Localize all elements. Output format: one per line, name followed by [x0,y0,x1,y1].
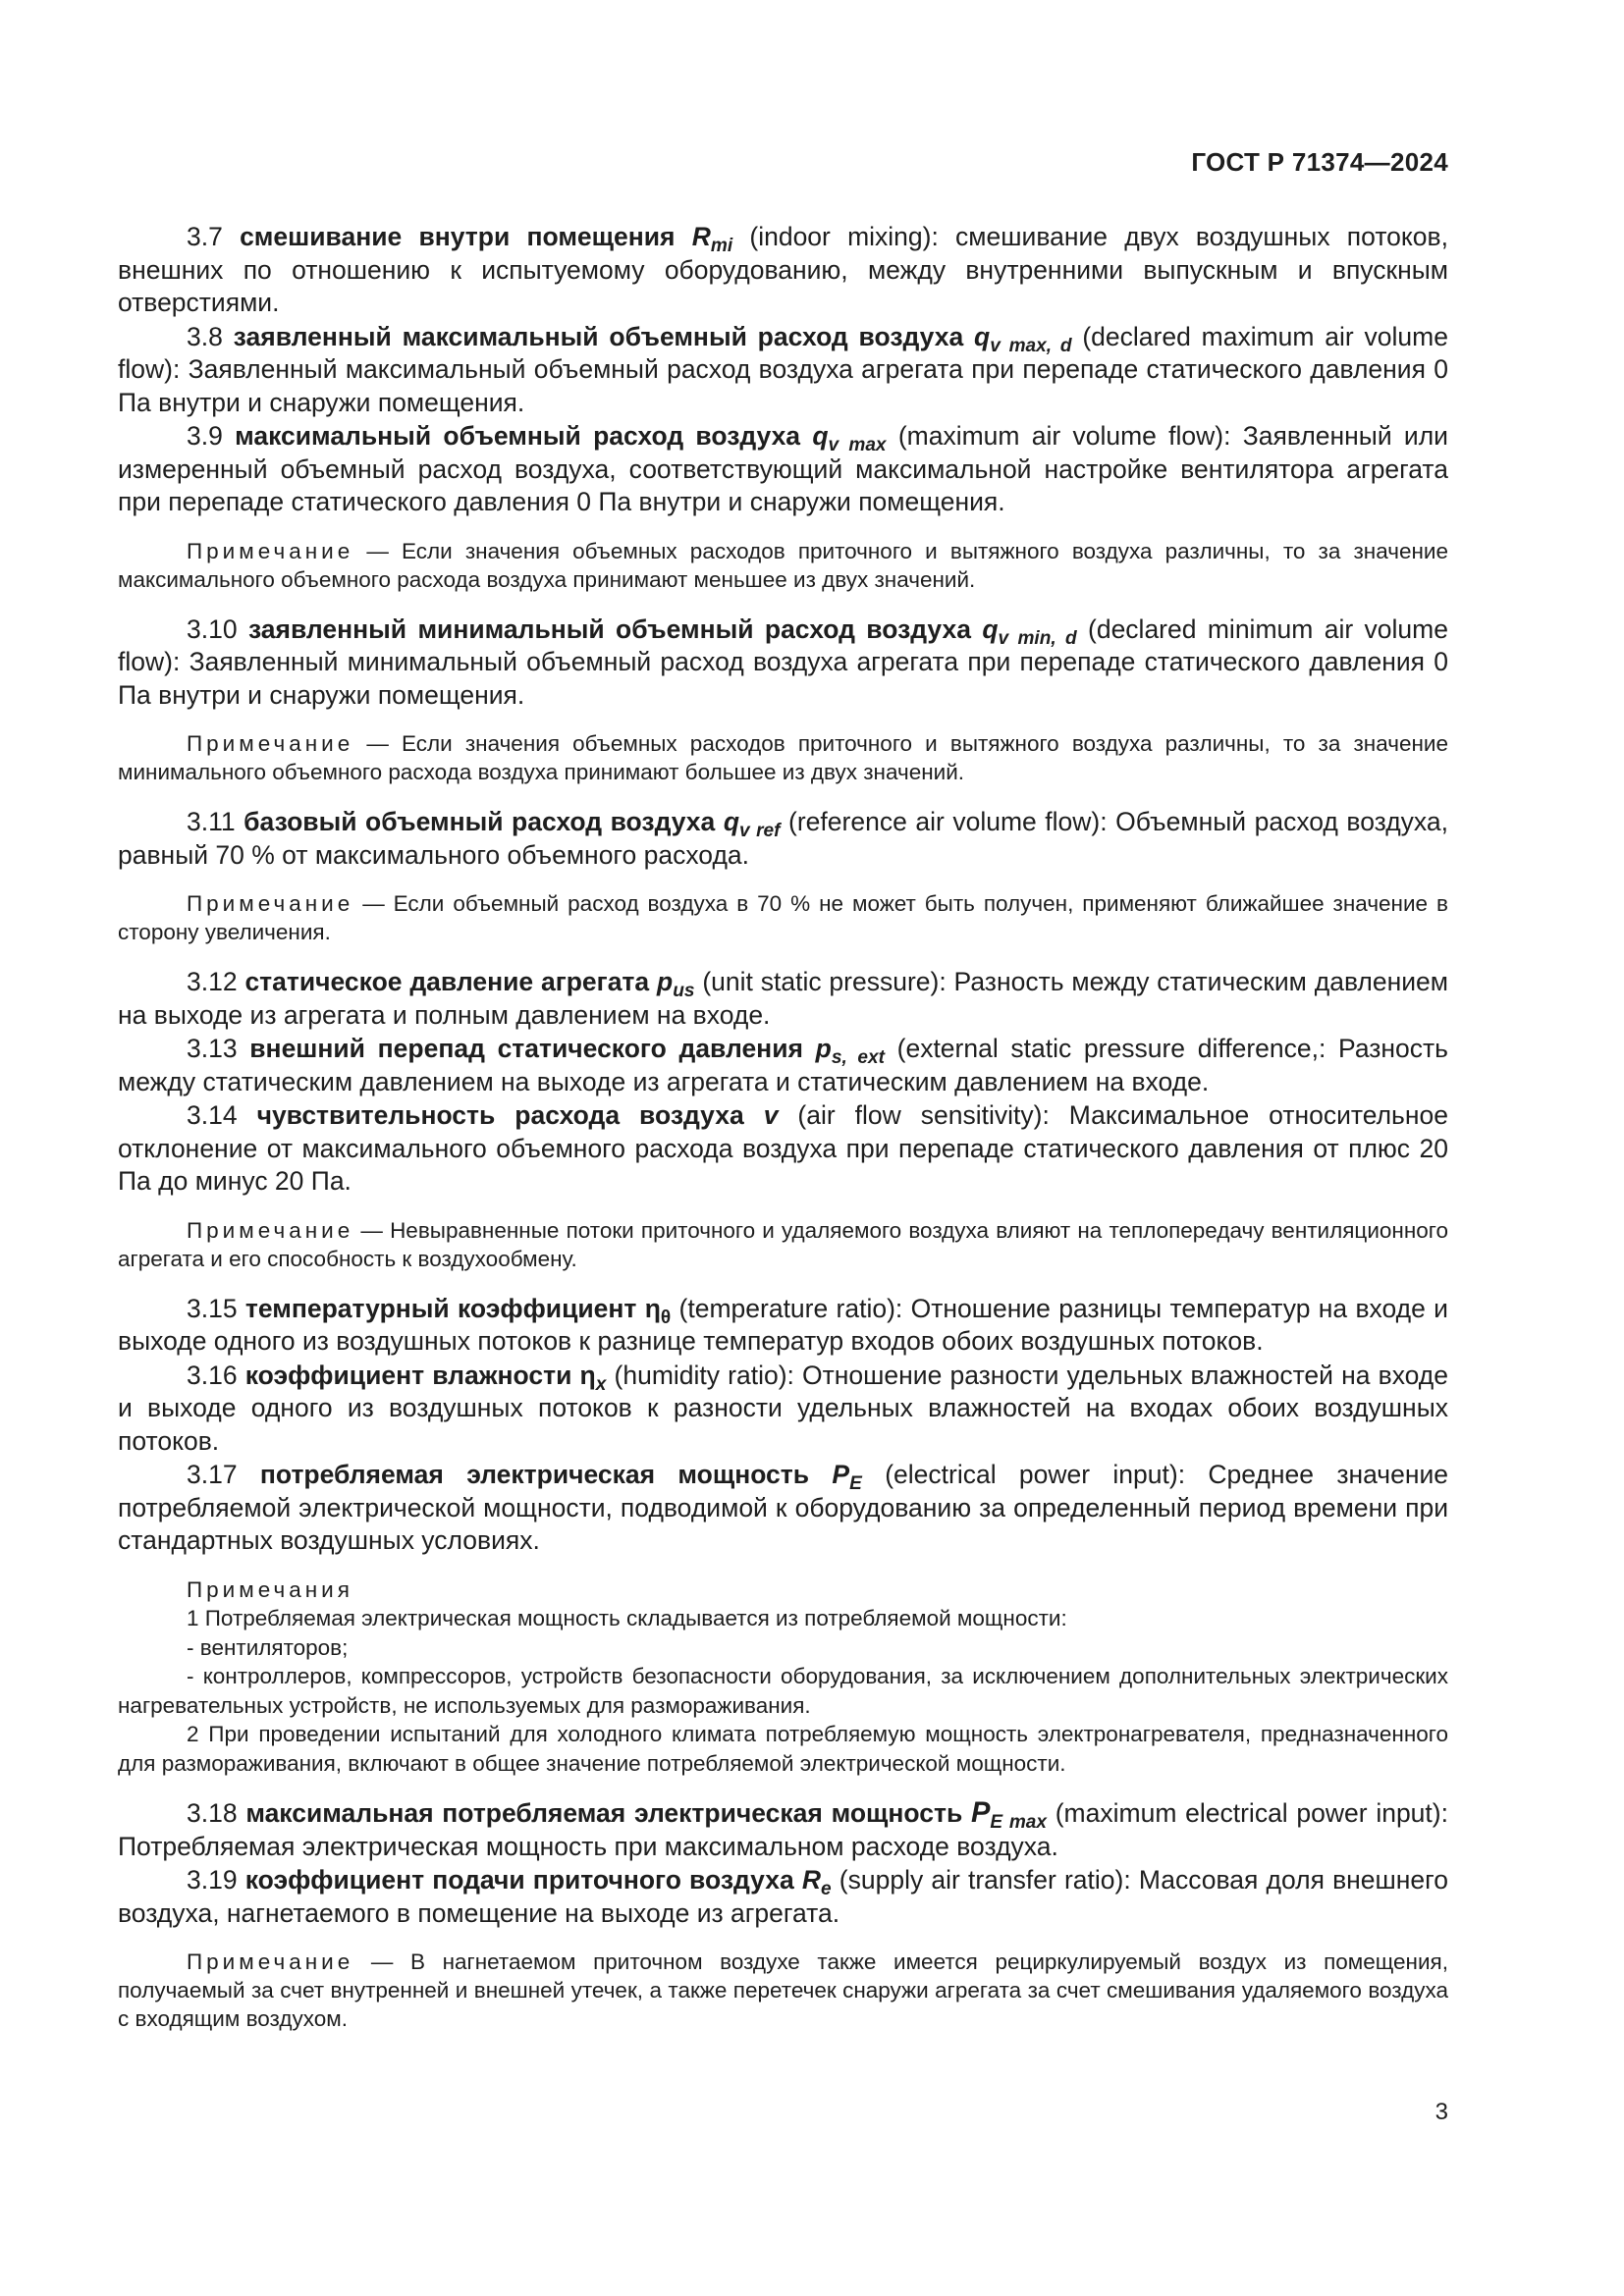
term-number: 3.8 [187,321,223,351]
term-symbol: $\eta_\theta$ [644,1293,672,1328]
term-3-13 [118,1033,1448,1098]
term-3-7 [118,221,1448,320]
term-name: потребляемая электрическая мощность [259,1460,810,1489]
term-definition: (reference air volume flow): Объемный расход воздуха, равный 70 % от максимального объемного расхода. [118,807,1448,870]
term-symbol: $q_{v max}$ [812,421,887,456]
term-number: 3.9 [187,421,223,451]
term-name: заявленный минимальный объемный расход воздуха [247,614,971,644]
note-3-14: Примечание — Невыравненные потоки приточного и удаляемого воздуха влияют на теплопередачу вентиляционного агрегата и его способность к воздухообмену. [118,1217,1448,1271]
term-number: 3.11 [187,807,236,836]
note-item-1a: - вентиляторов; [187,1634,349,1660]
term-3-18 [118,1797,1448,1863]
term-symbol: $p_{s, ext}$ [815,1034,885,1069]
note-3-11: Примечание — Если объемный расход воздуха в 70 % не может быть получен, применяют ближайшее значение в сторону увеличения. [118,891,1448,944]
term-3-19 [118,1864,1448,1930]
term-symbol: $p_{us}$ [657,967,695,1002]
term-3-17 [118,1459,1448,1558]
note-text: Если значения объемных расходов приточного и вытяжного воздуха различны, то за значение минимального объемного расхода воздуха принимают большее из двух значений. [118,731,1448,784]
term-number: 3.18 [187,1798,238,1828]
term-symbol: $\eta_x$ [579,1360,607,1395]
term-symbol: $q_{v min, d}$ [982,614,1077,649]
term-definition: (electrical power input): Среднее значение потребляемой электрической мощности, подводимой к оборудованию за определенный период времени при стандартных воздушных условиях. [118,1460,1448,1555]
note-3-9: Примечание — Если значения объемных расходов приточного и вытяжного воздуха различны, то за значение максимального объемного расхода воздуха принимают меньшее из двух значений. [118,538,1448,592]
term-number: 3.13 [187,1034,238,1063]
term-symbol: $P_{E max}$ [970,1797,1047,1834]
note-3-19: Примечание — В нагнетаемом приточном воздухе также имеется рециркулируемый воздух из помещения, получаемый за счет внутренней и внешней утечек, а также перетечек снаружи агрегата за счет смешивания удаляемого воздуха с входящим воздухом. [118,1949,1448,2031]
term-number: 3.15 [187,1293,238,1323]
note-label: Примечание [187,1949,354,1974]
note-text: Если объемный расход воздуха в 70 % не может быть получен, применяют ближайшее значение в сторону увеличения. [118,891,1448,944]
term-number: 3.14 [187,1100,238,1130]
term-definition: (unit static pressure): Разность между статическим давлением на выходе из агрегата и полным давлением на входе. [118,967,1449,1030]
term-symbol: v [763,1100,779,1130]
term-name: коэффициент влажности [244,1360,572,1390]
note-text: Невыравненные потоки приточного и удаляемого воздуха влияют на теплопередачу вентиляционного агрегата и его способность к воздухообмену. [118,1217,1448,1271]
term-definition: (supply air transfer ratio): Массовая доля внешнего воздуха, нагнетаемого в помещение на выходе из агрегата. [118,1865,1448,1928]
term-definition: (humidity ratio): Отношение разности удельных влажностей на входе и выходе одного из воздушных потоков к разности удельных влажностей на входах обоих воздушных потоков. [118,1360,1448,1456]
term-3-10 [118,614,1448,713]
term-name: коэффициент подачи приточного воздуха [244,1865,794,1895]
term-name: температурный коэффициент [244,1293,637,1323]
term-symbol: $q_{v ref}$ [723,807,781,842]
term-number: 3.17 [187,1460,238,1489]
term-name: максимальный объемный расход воздуха [235,421,801,451]
term-name: чувствительность расхода воздуха [256,1100,744,1130]
term-symbol: $R_e$ [801,1865,832,1900]
notes-3-17 [118,1575,1448,1779]
term-number: 3.19 [187,1865,238,1895]
document-body [118,221,1448,2053]
note-text: Если значения объемных расходов приточного и вытяжного воздуха различны, то за значение максимального объемного расхода воздуха принимают меньшее из двух значений. [118,538,1448,592]
term-definition: (declared minimum air volume flow): Заявленный минимальный объемный расход воздуха агрегата при перепаде статического давления 0 Па внутри и снаружи помещения. [118,614,1448,710]
term-name: внешний перепад статического давления [249,1034,803,1063]
term-3-16 [118,1360,1448,1459]
term-number: 3.16 [187,1360,238,1390]
note-label: Примечание [187,731,354,756]
note-3-10: Примечание — Если значения объемных расходов приточного и вытяжного воздуха различны, то за значение минимального объемного расхода воздуха принимают большее из двух значений. [118,731,1448,784]
term-number: 3.7 [187,222,223,251]
term-3-15 [118,1293,1448,1359]
term-name: максимальная потребляемая электрическая мощность [245,1798,963,1828]
note-item-1b: - контроллеров, компрессоров, устройств безопасности оборудования, за исключением дополнительных электрических нагревательных устройств, не используемых для размораживания. [118,1664,1448,1718]
page-number: 3 [1435,2099,1448,2125]
term-symbol: $q_{v max, d}$ [974,321,1072,356]
term-definition: (air flow sensitivity): Максимальное относительное отклонение от максимального объемного расхода воздуха при перепаде статического давления от плюс 20 Па до минус 20 Па. [118,1100,1448,1196]
term-name: заявленный максимальный объемный расход воздуха [233,321,964,351]
term-symbol: $P_E$ [832,1460,862,1495]
term-number: 3.12 [187,967,238,996]
term-definition: (declared maximum air volume flow): Заявленный максимальный объемный расход воздуха агрегата при перепаде статического давления 0 Па внутри и снаружи помещения. [118,321,1448,417]
note-text: В нагнетаемом приточном воздухе также имеется рециркулируемый воздух из помещения, получаемый за счет внутренней и внешней утечек, а также перетечек снаружи агрегата за счет смешивания удаляемого воздуха с входящим воздухом. [118,1949,1448,2031]
term-3-9 [118,420,1448,519]
notes-label: Примечания [187,1576,353,1602]
term-name: базовый объемный расход воздуха [244,807,716,836]
term-number: 3.10 [187,614,238,644]
term-definition: (maximum air volume flow): Заявленный или измеренный объемный расход воздуха, соответствующий максимальной настройке вентилятора агрегата при перепаде статического давления 0 Па внутри и снаружи помещения. [118,421,1448,516]
term-3-12 [118,966,1448,1032]
term-3-14 [118,1099,1448,1199]
document-number: ГОСТ Р 71374—2024 [1191,147,1448,177]
note-item-1: 1 Потребляемая электрическая мощность складывается из потребляемой мощности: [187,1606,1067,1630]
term-definition: (indoor mixing): смешивание двух воздушных потоков, внешних по отношению к испытуемому оборудованию, между внутренними выпускным и впускным отверстиями. [118,222,1448,317]
term-name: смешивание внутри помещения [240,222,676,251]
note-label: Примечание [187,891,354,916]
term-definition: (maximum electrical power input): Потребляемая электрическая мощность при максимальном расходе воздуха. [118,1798,1448,1861]
term-name: статическое давление агрегата [244,967,650,996]
term-3-11 [118,806,1448,872]
term-definition: (temperature ratio): Отношение разницы температур на входе и выходе одного из воздушных потоков к разнице температур входов обоих воздушных потоков. [118,1293,1448,1356]
term-definition: (external static pressure difference,: Разность между статическим давлением на выходе из агрегата и статическим давлением на входе. [118,1034,1448,1096]
note-label: Примечание [187,538,354,563]
note-item-2: 2 При проведении испытаний для холодного климата потребляемую мощность электронагревателя, предназначенного для размораживания, включают в общее значение потребляемой электрической мощности. [118,1722,1448,1776]
term-symbol: $R_{mi}$ [691,222,733,257]
note-label: Примечание [187,1217,354,1243]
term-3-8 [118,321,1448,420]
